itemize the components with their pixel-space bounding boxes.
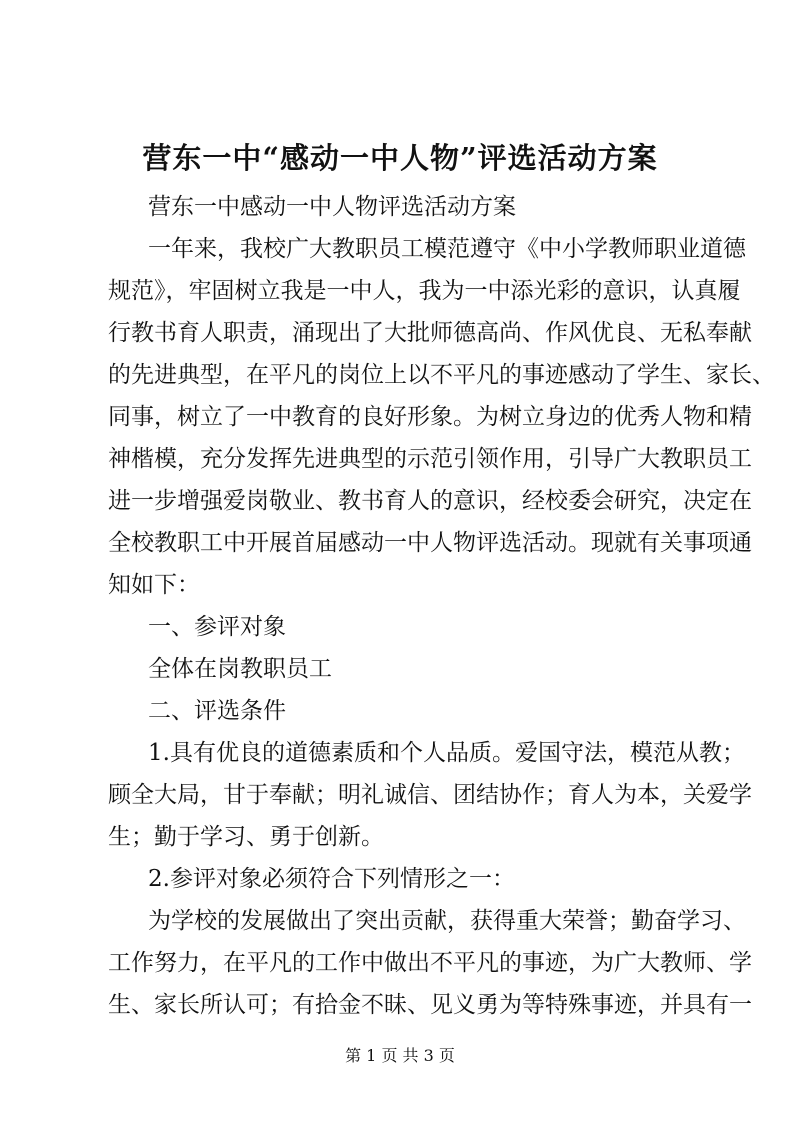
document-body (108, 186, 775, 1026)
text-line: 规范》，牢固树立我是一中人，我为一中添光彩的意识，认真履 (108, 278, 741, 304)
document-title: 营东一中“感动一中人物”评选活动方案 (142, 141, 658, 175)
text-line: 为学校的发展做出了突出贡献，获得重大荣誉；勤奋学习、 (148, 908, 746, 934)
text-line: 一、参评对象 (148, 614, 286, 640)
text-line: 神楷模，充分发挥先进典型的示范引领作用，引导广大教职员工 (108, 446, 752, 472)
page-footer: 第 1 页 共 3 页 (345, 1046, 455, 1065)
text-line: 的先进典型，在平凡的岗位上以不平凡的事迹感动了学生、家长、 (108, 362, 775, 388)
text-line: 1.具有优良的道德素质和个人品质。爱国守法，模范从教； (148, 740, 745, 766)
text-line: 二、评选条件 (148, 698, 286, 724)
text-line: 工作努力，在平凡的工作中做出不平凡的事迹，为广大教师、学 (108, 950, 752, 976)
text-line: 行教书育人职责，涌现出了大批师德高尚、作风优良、无私奉献 (108, 320, 752, 346)
text-line: 2.参评对象必须符合下列情形之一： (148, 866, 515, 892)
text-line: 营东一中感动一中人物评选活动方案 (148, 194, 516, 220)
text-line: 全校教职工中开展首届感动一中人物评选活动。现就有关事项通 (108, 530, 752, 556)
text-line: 知如下： (108, 572, 200, 598)
text-line: 进一步增强爱岗敬业、教书育人的意识，经校委会研究，决定在 (108, 488, 752, 514)
text-line: 生、家长所认可；有拾金不昧、见义勇为等特殊事迹，并具有一 (108, 992, 752, 1018)
text-line: 同事，树立了一中教育的良好形象。为树立身边的优秀人物和精 (108, 404, 752, 430)
text-line: 一年来，我校广大教职员工模范遵守《中小学教师职业道德 (148, 236, 746, 262)
text-line: 顾全大局，甘于奉献；明礼诚信、团结协作；育人为本，关爱学 (108, 782, 752, 808)
text-line: 全体在岗教职员工 (148, 656, 332, 682)
text-line: 生；勤于学习、勇于创新。 (108, 824, 384, 850)
